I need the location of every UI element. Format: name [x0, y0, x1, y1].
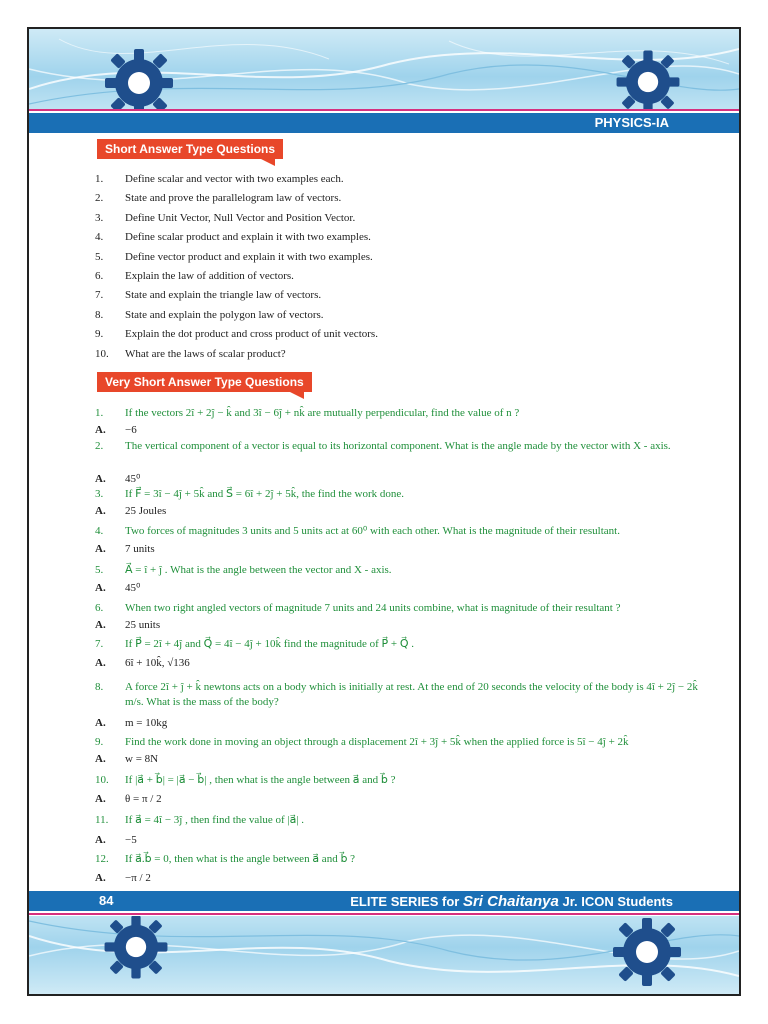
question-number: 1.: [95, 407, 104, 419]
short-question-item: [95, 289, 321, 301]
vsa-question-item: [95, 773, 715, 788]
question-text: Define scalar product and explain it with two examples.: [125, 231, 371, 244]
short-question-item: [95, 309, 324, 321]
question-text: What are the laws of scalar product?: [125, 347, 286, 360]
vsa-question-item: [95, 524, 715, 539]
short-question-item: [95, 231, 371, 243]
vsa-answer-item: [95, 424, 137, 436]
header-rule: [29, 109, 739, 111]
question-number: 9.: [95, 736, 104, 748]
gear-icon: [607, 916, 687, 992]
question-number: 7.: [95, 289, 104, 302]
question-text: Define vector product and explain it with two examples.: [125, 250, 373, 263]
gear-icon: [99, 916, 173, 984]
vsa-answer-item: [95, 753, 158, 765]
answer-label: A.: [95, 505, 106, 517]
short-question-item: [95, 251, 373, 263]
vsa-answer-item: [95, 472, 140, 485]
question-number: 2.: [95, 440, 104, 452]
question-text: Explain the dot product and cross product of unit vectors.: [125, 328, 378, 341]
very-short-answer-heading: Very Short Answer Type Questions: [97, 372, 312, 392]
answer-text: θ = π / 2: [125, 793, 162, 805]
question-number: 7.: [95, 638, 104, 650]
page-number: 84: [99, 893, 114, 908]
question-number: 2.: [95, 192, 104, 205]
question-number: 12.: [95, 853, 109, 865]
answer-label: A.: [95, 834, 106, 846]
question-text: If P⃗ = 2î + 4ĵ and Q⃗ = 4î − 4ĵ + 10k̂ find the magnitude of P⃗ + Q⃗ .: [125, 638, 414, 650]
question-number: 5.: [95, 564, 104, 576]
page-frame: [27, 27, 741, 996]
answer-label: A.: [95, 582, 106, 594]
answer-text: 6î + 10k̂, √136: [125, 657, 190, 669]
question-number: 8.: [95, 308, 104, 321]
footer-bar: [29, 891, 739, 911]
footer-prefix: ELITE SERIES for: [350, 894, 460, 909]
question-number: 11.: [95, 814, 109, 826]
answer-text: 25 Joules: [125, 505, 167, 517]
answer-text: w = 8N: [125, 753, 159, 765]
answer-label: A.: [95, 717, 106, 729]
short-question-item: [95, 348, 286, 360]
answer-label: A.: [95, 619, 106, 631]
question-text: State and prove the parallelogram law of vectors.: [125, 192, 342, 205]
question-text: Define scalar and vector with two examples each.: [125, 173, 344, 185]
vsa-answer-item: [95, 619, 160, 631]
question-number: 5.: [95, 250, 104, 263]
answer-label: A.: [95, 753, 106, 765]
vsa-question-item: [95, 735, 715, 750]
question-number: 10.: [95, 347, 109, 360]
answer-text: −6: [125, 424, 137, 436]
vsa-question-item: [95, 563, 715, 578]
answer-text: −5: [125, 834, 137, 846]
vsa-answer-item: [95, 543, 155, 555]
question-text: If |a⃗ + b⃗| = |a⃗ − b⃗| , then what is the angle between a⃗ and b⃗ ?: [125, 774, 396, 786]
footer-brand: Sri Chaitanya: [462, 893, 559, 910]
header-banner: [29, 29, 739, 109]
answer-label: A.: [95, 657, 106, 669]
short-question-item: [95, 212, 355, 224]
vsa-answer-item: [95, 834, 137, 846]
subject-title: PHYSICS-IA: [594, 115, 669, 130]
question-number: 3.: [95, 488, 104, 500]
question-text: If the vectors 2î + 2ĵ − k̂ and 3î − 6ĵ + nk̂ are mutually perpendicular, find the value of n ?: [125, 407, 520, 419]
question-number: 8.: [95, 681, 104, 693]
question-text: If a⃗ = 4î − 3ĵ , then find the value of |a⃗| .: [125, 814, 305, 826]
footer-rule: [29, 913, 739, 915]
question-text: Define Unit Vector, Null Vector and Position Vector.: [125, 211, 356, 224]
short-question-item: [95, 270, 294, 282]
question-number: 9.: [95, 328, 104, 341]
short-question-item: [95, 328, 378, 340]
question-number: 4.: [95, 231, 104, 244]
question-text: Explain the law of addition of vectors.: [125, 270, 294, 282]
header-bar: [29, 113, 739, 133]
vsa-answer-item: [95, 505, 166, 517]
question-number: 1.: [95, 173, 104, 185]
question-text: State and explain the triangle law of vectors.: [125, 289, 322, 302]
question-text: A⃗ = î + ĵ . What is the angle between the vector and X - axis.: [125, 564, 392, 576]
answer-label: A.: [95, 424, 106, 436]
question-number: 6.: [95, 270, 104, 282]
answer-text: 7 units: [125, 543, 155, 555]
question-text: Find the work done in moving an object through a displacement 2î + 3ĵ + 5k̂ when the applied force is 5î − 4ĵ + 2k̂: [125, 736, 629, 748]
vsa-answer-item: [95, 872, 151, 884]
footer-series-text: [350, 893, 673, 910]
footer-banner: [29, 916, 739, 994]
answer-text: 45⁰: [125, 582, 141, 594]
answer-text: −π / 2: [125, 872, 151, 884]
short-answer-heading: Short Answer Type Questions: [97, 139, 283, 159]
vsa-answer-item: [95, 657, 190, 669]
gear-icon: [611, 45, 685, 109]
answer-label: A.: [95, 473, 106, 485]
answer-text: 25 units: [125, 619, 161, 631]
vsa-answer-item: [95, 793, 162, 805]
question-number: 10.: [95, 774, 109, 786]
answer-label: A.: [95, 543, 106, 555]
footer-suffix: Jr. ICON Students: [562, 894, 673, 909]
question-text: When two right angled vectors of magnitude 7 units and 24 units combine, what is magnitude of their resultant ?: [125, 602, 621, 614]
answer-label: A.: [95, 793, 106, 805]
question-number: 3.: [95, 211, 104, 224]
question-text: The vertical component of a vector is equal to its horizontal component. What is the angle made by the vector with X - axis.: [125, 440, 671, 452]
vsa-question-item: [95, 439, 715, 454]
question-text: A force 2î + ĵ + k̂ newtons acts on a body which is initially at rest. At the end of 20 seconds the velocity of the body is 4î + 2ĵ − 2k̂ m/s. What is the mass of the body?: [125, 681, 698, 708]
short-question-item: [95, 192, 341, 204]
vsa-question-item: [95, 813, 715, 828]
question-text: If F⃗ = 3î − 4ĵ + 5k̂ and S⃗ = 6î + 2ĵ + 5k̂, the find the work done.: [125, 488, 405, 500]
question-text: If a⃗.b⃗ = 0, then what is the angle between a⃗ and b⃗ ?: [125, 853, 356, 865]
vsa-question-item: [95, 406, 715, 421]
answer-text: m = 10kg: [125, 717, 168, 729]
vsa-question-item: [95, 601, 715, 616]
answer-label: A.: [95, 872, 106, 884]
short-question-item: [95, 173, 344, 185]
vsa-question-item: [95, 852, 715, 867]
question-number: 6.: [95, 602, 104, 614]
vsa-question-item: [95, 487, 715, 502]
gear-icon: [99, 43, 179, 109]
vsa-question-item: [95, 637, 715, 652]
question-text: Two forces of magnitudes 3 units and 5 units act at 60⁰ with each other. What is the magnitude of their resultant.: [125, 525, 620, 537]
vsa-answer-item: [95, 581, 140, 594]
vsa-answer-item: [95, 717, 167, 729]
question-number: 4.: [95, 525, 104, 537]
answer-text: 45⁰: [125, 473, 141, 485]
question-text: State and explain the polygon law of vectors.: [125, 308, 324, 321]
vsa-question-item: [95, 680, 715, 710]
